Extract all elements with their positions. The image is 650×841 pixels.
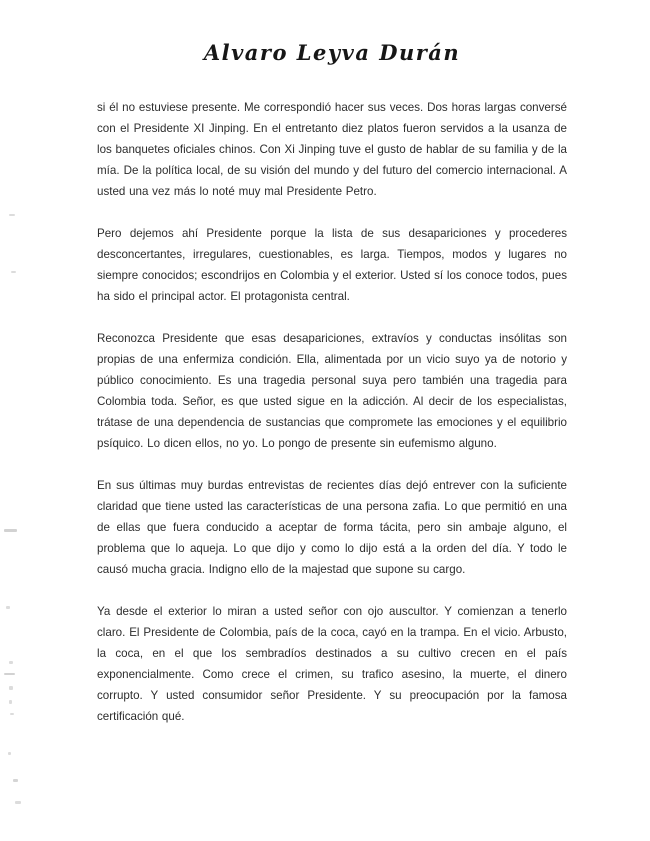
scan-artifact-mark [9,661,13,664]
scan-artifact-mark [4,529,17,532]
scan-artifact-mark [6,606,10,609]
scan-artifact-mark [8,752,11,755]
letter-body [97,97,567,727]
author-signature-heading: Alvaro Leyva Durán [203,40,461,65]
scan-artifact-mark [9,214,15,216]
scan-artifact-mark [9,686,13,690]
letter-paragraph: En sus últimas muy burdas entrevistas de recientes días dejó entrever con la suficiente claridad que tiene usted las características de una persona zafia. Lo que permitió en una de ellas que fuera conducido a aceptar de forma tácita, pero sin ambaje alguno, el problema que lo aqueja. Lo que dijo y como lo dijo está a la orden del día. Y todo le causó mucha gracia. Indigno ello de la majestad que supone su cargo. [97,479,567,576]
scan-artifact-mark [15,801,21,804]
letter-paragraph: Ya desde el exterior lo miran a usted señor con ojo auscultor. Y comienzan a tenerlo claro. El Presidente de Colombia, país de la coca, cayó en la trampa. En el vicio. Arbusto, la coca, en el que los sembradíos destinados a su cultivo crecen en el país exponencialmente. Como crece el crimen, su trafico asesino, la muerte, el dinero corrupto. Y usted consumidor señor Presidente. Y su preocupación por la famosa certificación qué. [97,605,567,723]
letter-paragraph: si él no estuviese presente. Me correspondió hacer sus veces. Dos horas largas conversé con el Presidente XI Jinping. En el entretanto diez platos fueron servidos a la usanza de los banquetes oficiales chinos. Con Xi Jinping tuve el gusto de hablar de su familia y de la mía. De la política local, de su visión del mundo y del futuro del comercio internacional. A usted una vez más lo noté muy mal Presidente Petro. [97,101,567,198]
scan-artifact-mark [11,271,16,273]
letter-content [97,40,567,748]
letter-paragraph: Pero dejemos ahí Presidente porque la lista de sus desapariciones y procederes desconcertantes, irregulares, cuestionables, es larga. Tiempos, modos y lugares no siempre conocidos; escondrijos en Colombia y el exterior. Usted sí los conoce todos, pues ha sido el principal actor. El protagonista central. [97,227,567,303]
scan-artifact-mark [13,779,18,782]
letter-paragraph: Reconozca Presidente que esas desapariciones, extravíos y conductas insólitas son propias de una enfermiza condición. Ella, alimentada por un vicio suyo ya de notorio y público conocimiento. Es una tragedia personal suya pero también una tragedia para Colombia toda. Señor, es que usted sigue en la adicción. Al decir de los especialistas, trátase de una dependencia de sustancias que compromete las emociones y el equilibrio psíquico. Lo dicen ellos, no yo. Lo pongo de presente sin eufemismo alguno. [97,332,567,450]
scan-artifact-mark [4,673,15,675]
scan-artifact-mark [10,713,14,715]
scan-artifact-mark [9,700,12,704]
